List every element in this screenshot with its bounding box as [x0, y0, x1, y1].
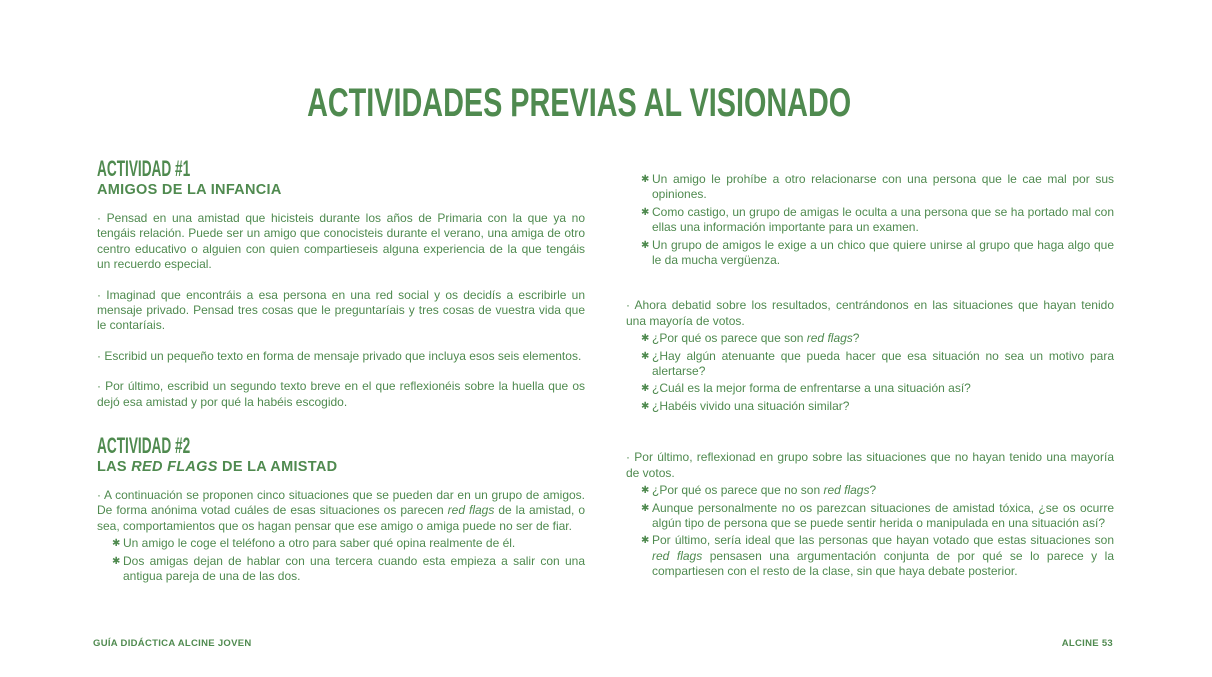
list-item: ✱ ¿Hay algún atenuante que pueda hacer que esa situación no sea un motivo para alertarse?: [641, 348, 1114, 379]
list-item: ✱ Un grupo de amigos le exige a un chico que quiere unirse al grupo que haga algo que le da mucha vergüenza.: [641, 237, 1114, 268]
activity-2-intro: · A continuación se proponen cinco situaciones que se pueden dar en un grupo de amigos. De forma anónima votad cuáles de esas situaciones os parecen red flags de la amistad, o sea, comportamientos que os hagan pensar que ese amigo o amiga puede no ser de fiar.: [97, 488, 585, 533]
footer-left: GUÍA DIDÁCTICA ALCINE JOVEN: [93, 638, 252, 649]
asterisk-icon: ✱: [112, 538, 121, 550]
reflection-intro: · Por último, reflexionad en grupo sobre las situaciones que no hayan tenido una mayoría de votos.: [626, 450, 1114, 480]
asterisk-icon: ✱: [112, 555, 121, 567]
asterisk-icon: ✱: [641, 333, 650, 345]
list-item: ✱ Por último, sería ideal que las personas que hayan votado que estas situaciones son red flags pensasen una argumentación conjunta de por qué se lo parece y la compartiesen con el resto de la clase, sin que haya debate posterior.: [641, 533, 1114, 579]
asterisk-icon: ✱: [641, 239, 650, 251]
left-column: [97, 157, 585, 587]
right-column: [626, 172, 1114, 582]
asterisk-icon: ✱: [641, 206, 650, 218]
activity-1-heading: ACTIVIDAD #1: [97, 156, 191, 181]
debate-questions: [626, 331, 1114, 414]
reflection-questions: [626, 483, 1114, 579]
asterisk-icon: ✱: [641, 502, 650, 514]
page-title: ACTIVIDADES PREVIAS AL VISIONADO: [307, 81, 852, 125]
list-item: ✱ ¿Cuál es la mejor forma de enfrentarse a una situación así?: [641, 381, 971, 396]
asterisk-icon: ✱: [641, 535, 650, 547]
asterisk-icon: ✱: [641, 383, 650, 395]
list-item: ✱ ¿Por qué os parece que son red flags?: [641, 331, 860, 346]
situations-list-left: [97, 536, 585, 584]
situations-list-right: [626, 172, 1114, 268]
list-item: ✱ Aunque personalmente no os parezcan situaciones de amistad tóxica, ¿se os ocurre algún tipo de persona que se puede sentir herida o manipulada en una situación así?: [641, 500, 1114, 530]
list-item: ✱ ¿Por qué os parece que no son red flags?: [641, 483, 877, 498]
list-item: ✱ Dos amigas dejan de hablar con una tercera cuando esta empieza a salir con una antigua pareja de una de las dos.: [112, 553, 585, 584]
activity-1-paragraph: · Escribid un pequeño texto en forma de mensaje privado que incluya esos seis elementos.: [97, 348, 582, 363]
asterisk-icon: ✱: [641, 174, 650, 185]
list-item: ✱ Un amigo le prohíbe a otro relacionarse con una persona que le cae mal por sus opiniones.: [641, 172, 1114, 202]
asterisk-icon: ✱: [641, 400, 650, 412]
activity-1-paragraph: · Pensad en una amistad que hicisteis durante los años de Primaria con la que ya no tengáis relación. Puede ser un amigo que conocisteis durante el verano, una amiga de otro centro educativo o alguien con quien compartieseis alguna experiencia de la que tengáis un recuerdo especial.: [97, 211, 585, 272]
activity-2-subtitle: LAS RED FLAGS DE LA AMISTAD: [97, 459, 338, 476]
asterisk-icon: ✱: [641, 350, 650, 362]
activity-1-paragraph: · Por último, escribid un segundo texto breve en el que reflexionéis sobre la huella que os dejó esa amistad y por qué la habéis escogido.: [97, 379, 585, 409]
activity-1-subtitle: AMIGOS DE LA INFANCIA: [97, 182, 282, 198]
activity-2-heading: ACTIVIDAD #2: [97, 433, 191, 459]
list-item: ✱ ¿Habéis vivido una situación similar?: [641, 398, 850, 413]
activity-1-paragraph: · Imaginad que encontráis a esa persona en una red social y os decidís a escribirle un mensaje privado. Pensad tres cosas que le preguntaríais y tres cosas de vuestra vida que le contaríais.: [97, 287, 585, 333]
page-number: ALCINE 53: [1061, 638, 1113, 649]
debate-intro: · Ahora debatid sobre los resultados, centrándonos en las situaciones que hayan tenido una mayoría de votos.: [626, 298, 1114, 328]
list-item: ✱ Un amigo le coge el teléfono a otro para saber qué opina realmente de él.: [112, 536, 516, 551]
asterisk-icon: ✱: [641, 485, 650, 497]
list-item: ✱ Como castigo, un grupo de amigas le oculta a una persona que se ha portado mal con ellas una información importante para un examen.: [641, 204, 1114, 235]
